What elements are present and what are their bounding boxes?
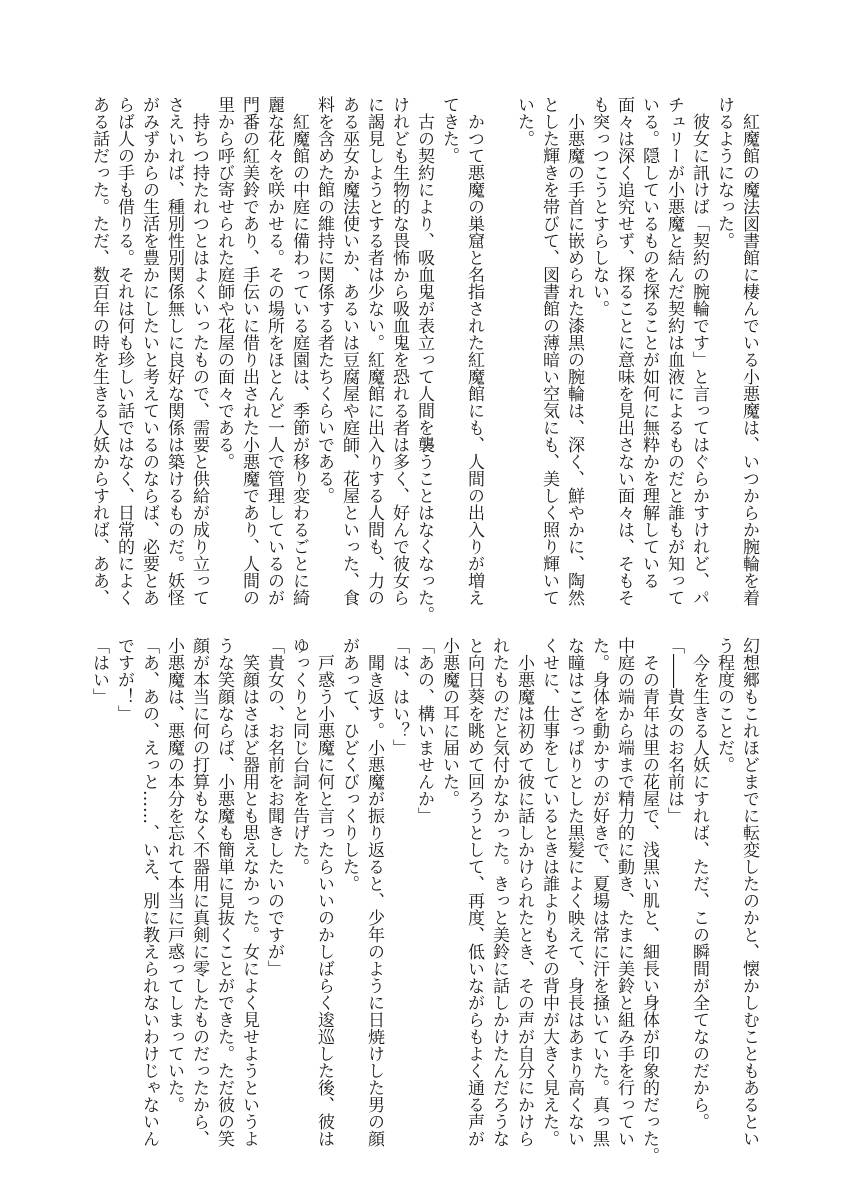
text-column: うな笑顔ならば、小悪魔も簡単に見抜くことができた。ただ彼の笑 [214,637,234,1147]
text-column: 「あ、あの、えっと……、いえ、別に教えられないわけじゃないん [139,637,159,1147]
text-column: があって、ひどくびっくりした。 [339,637,359,892]
text-column: 門番の紅美鈴であり、手伝いに借り出された小悪魔であり、人間の [239,96,259,606]
text-column: 麗な花々を咲かせる。その場所をほとんど一人で管理しているのが [264,96,284,606]
text-column: 「は、はい？」 [389,637,409,756]
text-column: 紅魔館の魔法図書館に棲んでいる小悪魔は、いつからか腕輪を着 [739,96,759,606]
text-column: 持ちつ持たれつとはよくいったもので、需要と供給が成り立って [189,96,209,606]
text-column: と向日葵を眺めて回ろうとして、再度、低いながらもよく通る声が [464,637,484,1147]
text-column: かつて悪魔の巣窟と名指された紅魔館にも、人間の出入りが増え [464,96,484,606]
text-column: らば人の手も借りる。それは何も珍しい話ではなく、日常的によく [114,96,134,606]
text-column: 小悪魔の手首に嵌められた漆黒の腕輪は、深く、鮮やかに、陶然 [564,96,584,606]
text-column: けれども生物的な畏怖から吸血鬼を恐れる者は多く、好んで彼女ら [389,96,409,606]
lower-page-text-block [86,637,761,1164]
text-column: 幻想郷もこれほどまでに転変したのかと、懐かしむこともあるとい [739,637,759,1147]
text-column: とした輝きを帯びて、図書館の薄暗い空気にも、美しく照り輝いて [539,96,559,606]
text-column: 「あの、構いませんか」 [414,637,434,824]
text-column: 紅魔館の中庭に備わっている庭園は、季節が移り変わるごとに綺 [289,96,309,606]
text-column: がみずからの生活を豊かにしたいと考えているのならば、必要とあ [139,96,159,606]
text-column: も突っつこうとすらしない。 [589,96,609,317]
text-column: ですが！」 [114,637,134,722]
text-column: 小悪魔の耳に届いた。 [439,637,459,807]
text-column: 彼女に訊けば「契約の腕輪です」と言ってはぐらかすけれど、パ [689,96,709,606]
text-column: 小悪魔は、悪魔の本分を忘れて本当に戸惑ってしまっていた。 [164,637,184,1113]
text-column: 戸惑う小悪魔に何と言ったらいいのかしばらく逡巡した後、彼は [314,637,334,1147]
text-column: いた。 [514,96,534,147]
text-column: れたものだと気付かなかった。きっと美鈴に話しかけたんだろうな [489,637,509,1147]
text-column: な瞳はこざっぱりとした黒髪によく映えて、身長はあまり高くない [564,637,584,1147]
text-column: う程度のことだ。 [714,637,734,773]
text-column: ある巫女か魔法使いか、あるいは豆腐屋や庭師、花屋といった、食 [339,96,359,606]
text-column: さえいれば、種別性別関係無しに良好な関係は築けるものだ。妖怪 [164,96,184,606]
text-column: 中庭の端から端まで精力的に動き、たまに美鈴と組み手を行ってい [614,637,634,1147]
text-column: 里から呼び寄せられた庭師や花屋の面々である。 [214,96,234,470]
text-column: 古の契約により、吸血鬼が表立って人間を襲うことはなくなった。 [414,96,434,623]
text-column: チュリーが小悪魔と結んだ契約は血液によるものだと誰もが知って [664,96,684,606]
text-column: 「――貴女のお名前は」 [664,637,684,824]
text-column: 「はい」 [89,637,109,705]
text-column: 聞き返す。小悪魔が振り返ると、少年のように日焼けした男の顔 [364,637,384,1147]
text-column: に謁見しようとする者は少ない。紅魔館に出入りする人間も、力の [364,96,384,606]
text-column: 顔が本当に何の打算もなく不器用に真剣に零したものだったから、 [189,637,209,1147]
upper-page-text-block [86,96,761,623]
text-column: 今を生きる人妖にすれば、ただ、この瞬間が全てなのだから。 [689,637,709,1130]
text-column: ある話だった。ただ、数百年の時を生きる人妖からすれば、ああ、 [89,96,109,606]
text-column: ゆっくりと同じ台詞を告げた。 [289,637,309,875]
text-column: その青年は里の花屋で、浅黒い肌と、細長い身体が印象的だった。 [639,637,659,1164]
text-column: くせに、仕事をしているときは誰よりもその背中が大きく見えた。 [539,637,559,1147]
text-column: てきた。 [439,96,459,164]
text-column: た。身体を動かすのが好きで、夏場は常に汗を掻いていた。真っ黒 [589,637,609,1147]
text-column: いる。隠しているものを探ることが如何に無粋かを理解している [639,96,659,589]
text-column: 小悪魔は初めて彼に話しかけられたとき、その声が自分にかけら [514,637,534,1147]
text-column: 料を含めた館の維持に関係する者たちくらいである。 [314,96,334,504]
text-column: けるようになった。 [714,96,734,249]
text-column: 笑顔はさほど器用とも思えなかった。女によく見せようというよ [239,637,259,1147]
blank-column [486,96,511,623]
text-column: 面々は深く追究せず、探ることに意味を見出さない面々は、そもそ [614,96,634,606]
text-column: 「貴女の、お名前をお聞きしたいのですが」 [264,637,284,977]
